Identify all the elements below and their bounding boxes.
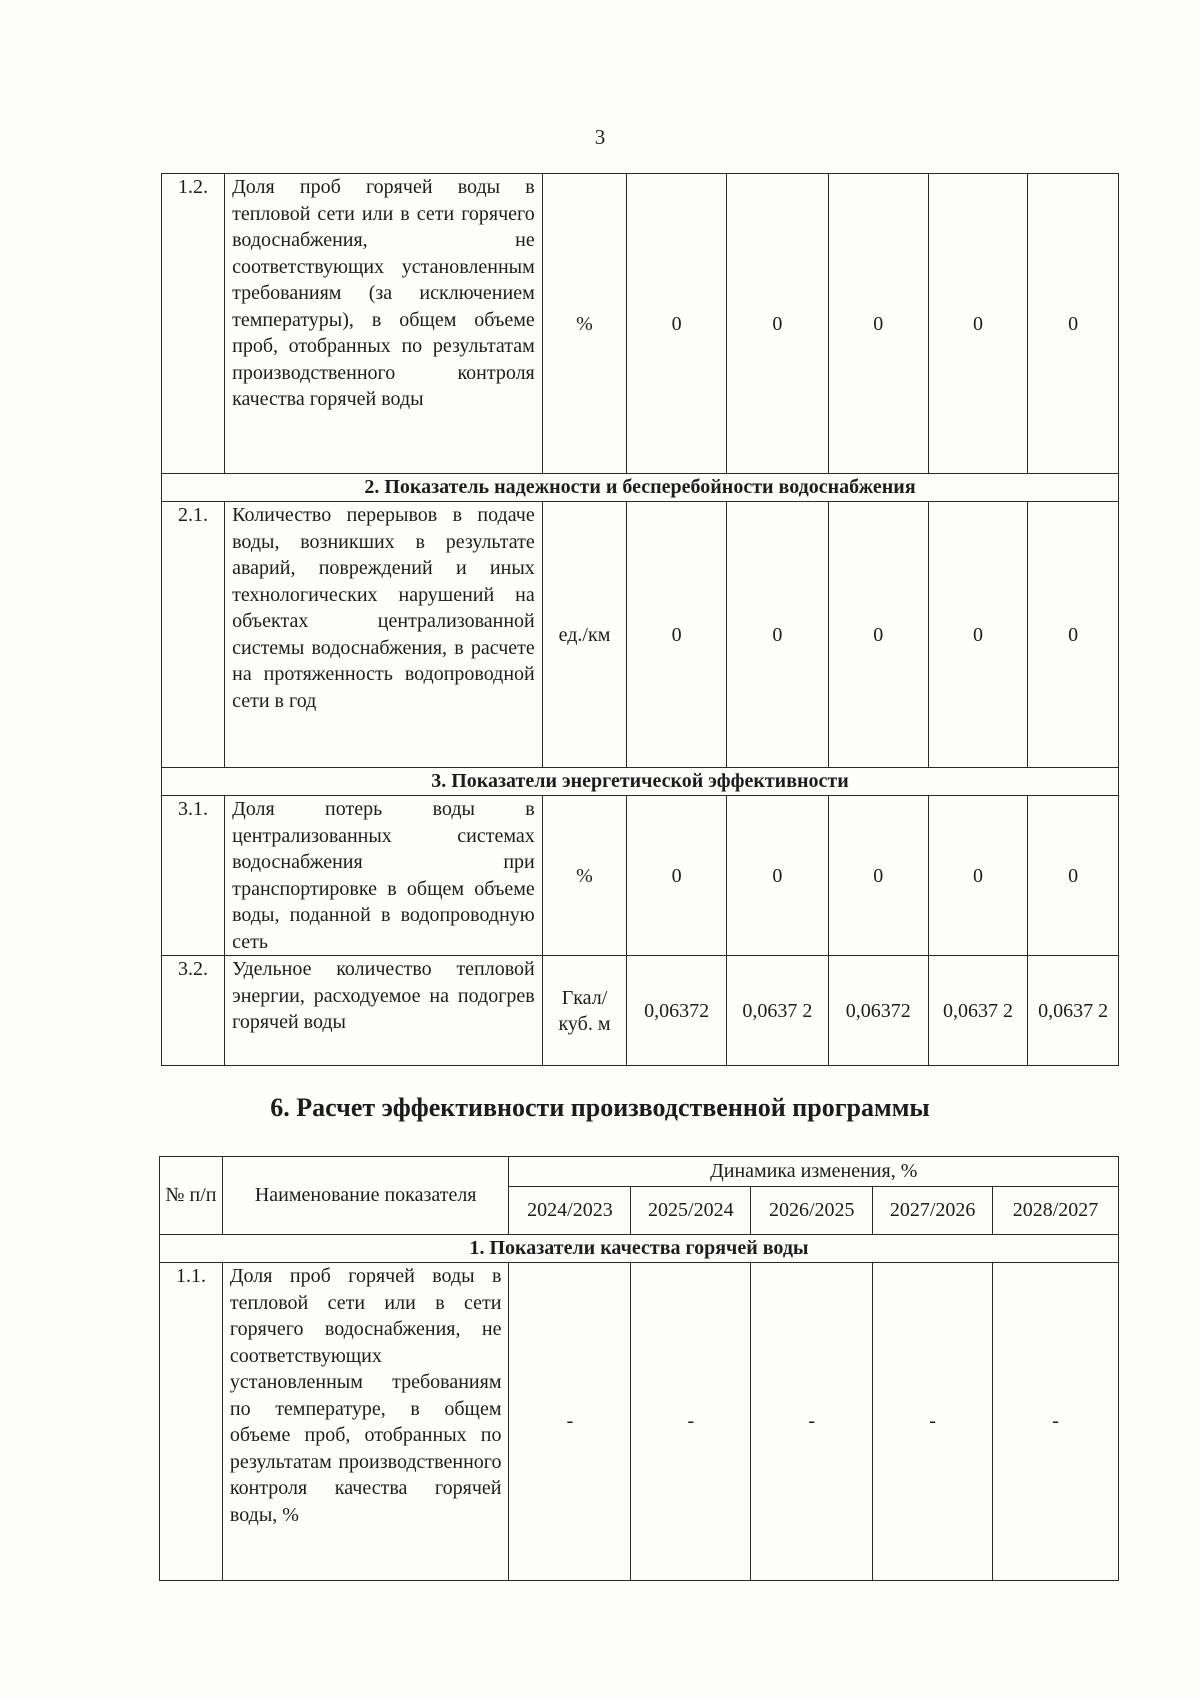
value-cell: 0: [727, 174, 829, 474]
header-period: 2024/2023: [509, 1187, 631, 1235]
header-name: Наименование показателя: [222, 1157, 509, 1235]
value-cell: 0: [928, 502, 1028, 768]
row-number: 2.1.: [162, 502, 225, 768]
indicators-table: [161, 173, 1119, 1066]
unit: %: [542, 796, 627, 956]
value-cell: 0: [627, 502, 727, 768]
value-cell: -: [873, 1263, 993, 1581]
value-cell: -: [509, 1263, 631, 1581]
value-cell: 0: [1028, 502, 1119, 768]
unit: Гкал/ куб. м: [542, 956, 627, 1066]
section-title: 1. Показатели качества горячей воды: [160, 1235, 1119, 1263]
value-cell: 0: [928, 796, 1028, 956]
value-cell: 0: [828, 502, 928, 768]
header-period: 2026/2025: [751, 1187, 873, 1235]
value-cell: 0: [828, 174, 928, 474]
value-cell: 0,0637 2: [727, 956, 829, 1066]
section-row: [162, 474, 1119, 502]
header-dynamics: Динамика изменения, %: [509, 1157, 1119, 1187]
row-number: 3.1.: [162, 796, 225, 956]
value-cell: 0,0637 2: [1028, 956, 1119, 1066]
value-cell: 0,06372: [828, 956, 928, 1066]
indicator-name: Доля проб горячей воды в тепловой сети или в сети горячего водоснабжения, не соответствующих установленным требованиям по температуре, в общем объеме проб, отобранных по результатам производственного контроля качества горячей воды, %: [222, 1263, 509, 1581]
indicator-name: Доля потерь воды в централизованных системах водоснабжения при транспортировке в общем объеме воды, поданной в водопроводную сеть: [225, 796, 543, 956]
table-row: [162, 796, 1119, 956]
table-row: [160, 1263, 1119, 1581]
row-number: 1.2.: [162, 174, 225, 474]
section-title: 3. Показатели энергетической эффективности: [162, 768, 1119, 796]
table-row: [162, 956, 1119, 1066]
value-cell: 0: [627, 796, 727, 956]
header-period: 2028/2027: [993, 1187, 1119, 1235]
value-cell: 0: [928, 174, 1028, 474]
value-cell: -: [751, 1263, 873, 1581]
indicator-name: Удельное количество тепловой энергии, расходуемое на подогрев горячей воды: [225, 956, 543, 1066]
value-cell: 0: [727, 796, 829, 956]
value-cell: 0: [727, 502, 829, 768]
indicator-name: Доля проб горячей воды в тепловой сети или в сети горячего водоснабжения, не соответствующих установленным требованиям (за исключением температуры), в общем объеме проб, отобранных по результатам производственного контроля качества горячей воды: [225, 174, 543, 474]
value-cell: 0: [1028, 174, 1119, 474]
header-num: № п/п: [160, 1157, 223, 1235]
value-cell: 0,06372: [627, 956, 727, 1066]
section-row: [162, 768, 1119, 796]
header-period: 2027/2026: [873, 1187, 993, 1235]
value-cell: -: [993, 1263, 1119, 1581]
value-cell: 0: [1028, 796, 1119, 956]
page-number: 3: [594, 125, 606, 149]
row-number: 3.2.: [162, 956, 225, 1066]
value-cell: 0: [627, 174, 727, 474]
efficiency-table: [159, 1156, 1119, 1581]
value-cell: 0,0637 2: [928, 956, 1028, 1066]
unit: ед./км: [542, 502, 627, 768]
indicator-name: Количество перерывов в подаче воды, возникших в результате аварий, повреждений и иных технологических нарушений на объектах централизованной системы водоснабжения, в расчете на протяженность водопроводной сети в год: [225, 502, 543, 768]
table-row: [162, 502, 1119, 768]
header-period: 2025/2024: [631, 1187, 751, 1235]
table-row: [162, 174, 1119, 474]
section-title: 2. Показатель надежности и бесперебойности водоснабжения: [162, 474, 1119, 502]
section-heading: 6. Расчет эффективности производственной программы: [270, 1093, 930, 1122]
table-header-row: [160, 1157, 1119, 1187]
value-cell: 0: [828, 796, 928, 956]
unit: %: [542, 174, 627, 474]
section-row: [160, 1235, 1119, 1263]
value-cell: -: [631, 1263, 751, 1581]
row-number: 1.1.: [160, 1263, 223, 1581]
